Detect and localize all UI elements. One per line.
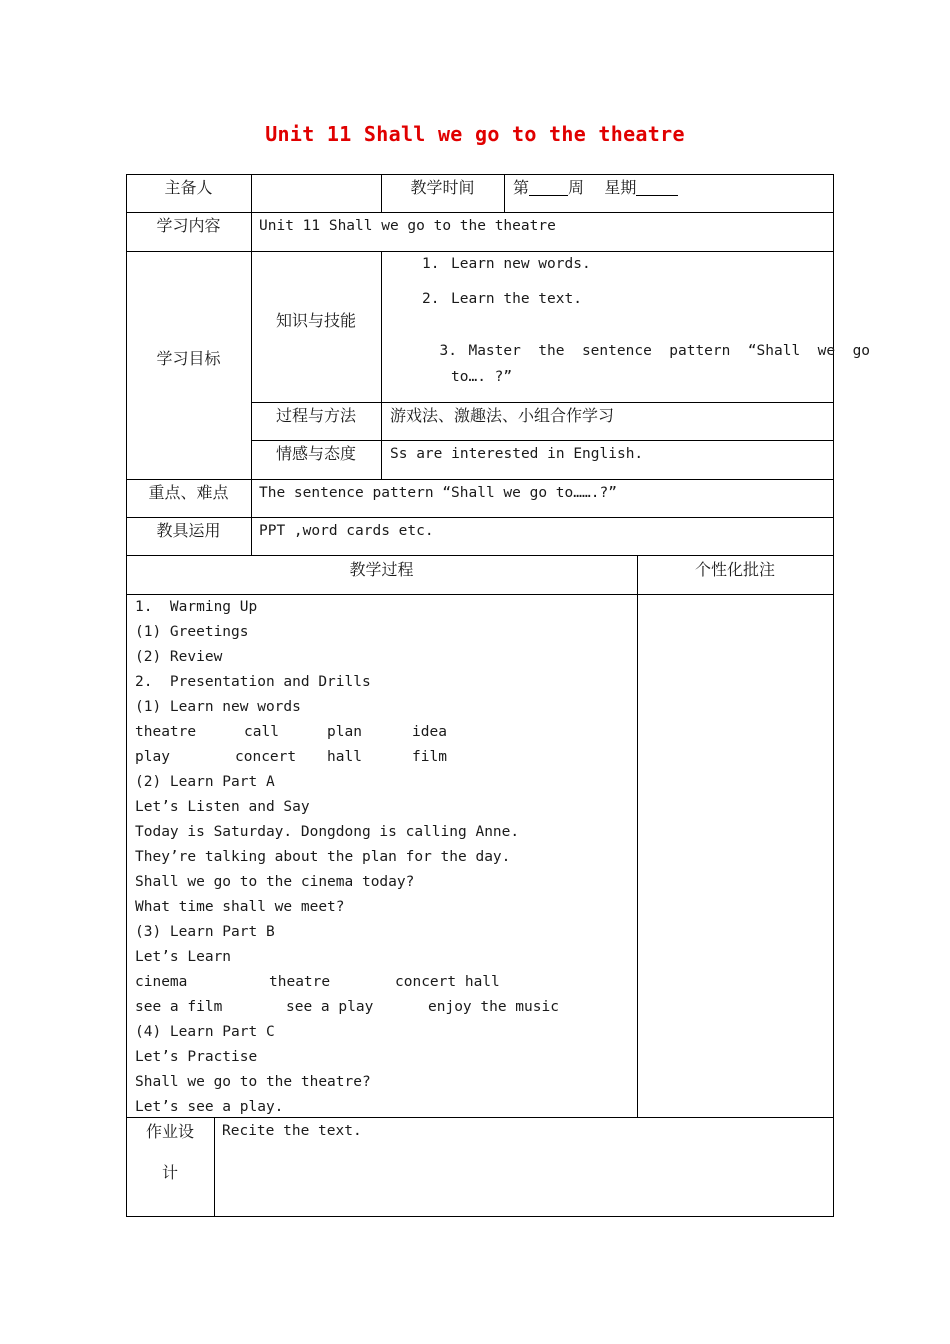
process-line: (3) Learn Part B xyxy=(135,924,275,940)
process-line: 2. Presentation and Drills xyxy=(135,674,371,690)
word: call xyxy=(244,724,279,740)
process-line: 1. Warming Up xyxy=(135,599,258,615)
tools-value: PPT ,word cards etc. xyxy=(259,523,434,539)
process-method-label: 过程与方法 xyxy=(275,406,356,425)
notes-header: 个性化批注 xyxy=(694,560,775,579)
word: concert xyxy=(235,749,297,765)
weekday-label: 星期 xyxy=(604,178,637,197)
objective-item-3-continuation: to…. ?” xyxy=(451,369,513,385)
process-line: (1) Greetings xyxy=(135,624,249,640)
content-value: Unit 11 Shall we go to the theatre xyxy=(259,218,556,234)
word: film xyxy=(412,749,447,765)
process-line: They’re talking about the plan for the day. xyxy=(135,849,511,865)
page-title: Unit 11 Shall we go to the theatre xyxy=(265,122,685,146)
process-method-value: 游戏法、激趣法、小组合作学习 xyxy=(390,406,615,425)
week-field xyxy=(513,175,678,200)
process-line: (4) Learn Part C xyxy=(135,1024,275,1040)
words-row-2 xyxy=(135,745,630,770)
process-line: Let’s Practise xyxy=(135,1049,258,1065)
word: theatre xyxy=(135,724,197,740)
place: cinema xyxy=(135,974,188,990)
place: concert hall xyxy=(395,974,500,990)
key-points-label: 重点、难点 xyxy=(148,483,229,502)
process-body xyxy=(135,595,630,1120)
weekday-blank xyxy=(636,179,678,196)
teaching-time-label: 教学时间 xyxy=(410,178,475,197)
content-label: 学习内容 xyxy=(156,216,221,235)
key-points-value: The sentence pattern “Shall we go to…….?” xyxy=(259,485,617,501)
process-line: Today is Saturday. Dongdong is calling Anne. xyxy=(135,824,520,840)
process-line: Let’s see a play. xyxy=(135,1099,284,1115)
word: idea xyxy=(412,724,447,740)
process-line: Let’s Listen and Say xyxy=(135,799,310,815)
places-row xyxy=(135,970,630,995)
activities-row xyxy=(135,995,630,1020)
process-line: Shall we go to the theatre? xyxy=(135,1074,371,1090)
objectives-label: 学习目标 xyxy=(156,349,221,368)
tools-label: 教具运用 xyxy=(156,521,221,540)
word: plan xyxy=(327,724,362,740)
homework-value: Recite the text. xyxy=(222,1123,362,1139)
knowledge-label: 知识与技能 xyxy=(275,311,356,330)
week-blank xyxy=(529,179,568,196)
attitude-value: Ss are interested in English. xyxy=(390,446,644,462)
activity: see a play xyxy=(286,999,374,1015)
preparer-label: 主备人 xyxy=(164,178,213,197)
words-row-1 xyxy=(135,720,630,745)
week-suffix: 周 xyxy=(568,178,585,197)
place: theatre xyxy=(269,974,331,990)
process-line: Shall we go to the cinema today? xyxy=(135,874,415,890)
process-line: What time shall we meet? xyxy=(135,899,345,915)
week-prefix: 第 xyxy=(513,178,530,197)
homework-label-line1: 作业设 xyxy=(145,1122,194,1141)
process-line: (2) Review xyxy=(135,649,223,665)
objective-item-3: 3. Master the sentence pattern “Shall we go xyxy=(439,343,871,359)
process-line: (2) Learn Part A xyxy=(135,774,275,790)
objective-item-2: 2. Learn the text. xyxy=(422,291,582,307)
attitude-label: 情感与态度 xyxy=(275,444,356,463)
activity: enjoy the music xyxy=(428,999,559,1015)
word: play xyxy=(135,749,170,765)
activity: see a film xyxy=(135,999,223,1015)
process-header: 教学过程 xyxy=(349,560,414,579)
process-line: (1) Learn new words xyxy=(135,699,301,715)
word: hall xyxy=(327,749,362,765)
process-line: Let’s Learn xyxy=(135,949,232,965)
homework-label-line2: 计 xyxy=(161,1163,178,1182)
objective-item-1: 1. Learn new words. xyxy=(422,256,591,272)
